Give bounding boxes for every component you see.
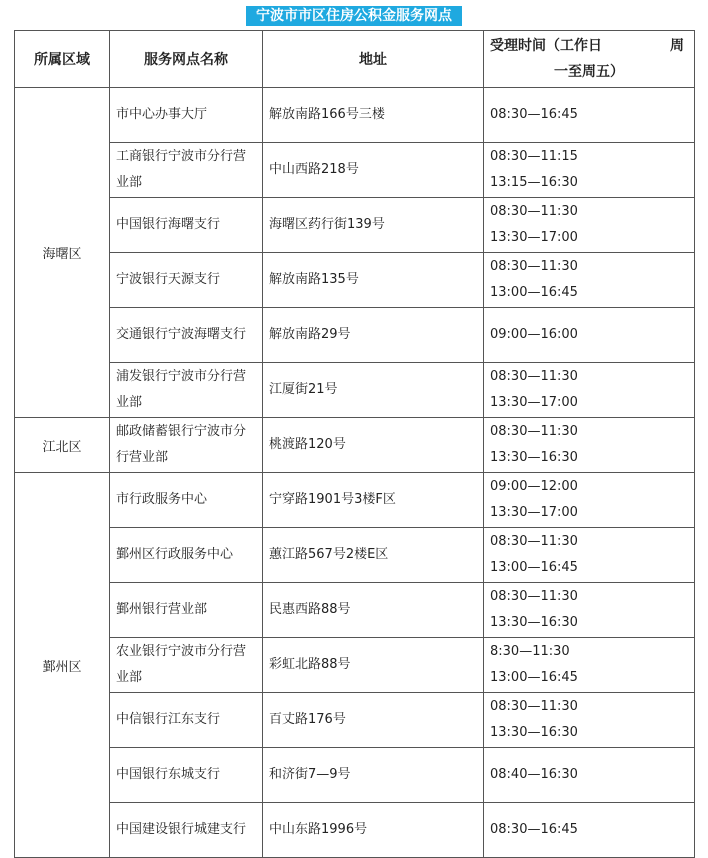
table-row bbox=[15, 308, 695, 363]
hours-line: 08:30—11:15 bbox=[490, 149, 578, 164]
hours-line: 08:40—16:30 bbox=[490, 767, 578, 782]
outlet-hours bbox=[484, 88, 695, 143]
outlet-address: 百丈路176号 bbox=[263, 693, 484, 748]
outlet-hours bbox=[484, 528, 695, 583]
outlet-hours bbox=[484, 473, 695, 528]
hours-line: 13:30—16:30 bbox=[490, 615, 578, 630]
outlet-name: 中信银行江东支行 bbox=[110, 693, 263, 748]
outlet-address: 和济街7—9号 bbox=[263, 748, 484, 803]
outlet-address: 海曙区药行街139号 bbox=[263, 198, 484, 253]
hours-line: 08:30—16:45 bbox=[490, 107, 578, 122]
header-name: 服务网点名称 bbox=[110, 31, 263, 88]
outlet-address: 解放南路29号 bbox=[263, 308, 484, 363]
hours-line: 08:30—11:30 bbox=[490, 424, 578, 439]
outlet-address: 桃渡路120号 bbox=[263, 418, 484, 473]
header-hours-part3: 一至周五） bbox=[554, 64, 624, 80]
outlet-address: 解放南路135号 bbox=[263, 253, 484, 308]
outlet-name: 市中心办事大厅 bbox=[110, 88, 263, 143]
hours-line: 13:30—17:00 bbox=[490, 505, 578, 520]
table-row bbox=[15, 253, 695, 308]
outlet-hours bbox=[484, 418, 695, 473]
hours-line: 13:00—16:45 bbox=[490, 285, 578, 300]
outlet-name: 中国建设银行城建支行 bbox=[110, 803, 263, 858]
outlet-hours bbox=[484, 363, 695, 418]
hours-line: 13:30—17:00 bbox=[490, 230, 578, 245]
hours-line: 13:00—16:45 bbox=[490, 560, 578, 575]
outlet-name: 鄞州银行营业部 bbox=[110, 583, 263, 638]
district-cell: 鄞州区 bbox=[15, 473, 110, 858]
outlet-address: 江厦街21号 bbox=[263, 363, 484, 418]
outlet-address: 中山西路218号 bbox=[263, 143, 484, 198]
outlet-hours bbox=[484, 748, 695, 803]
header-hours bbox=[484, 31, 695, 88]
hours-line: 09:00—16:00 bbox=[490, 327, 578, 342]
hours-line: 13:00—16:45 bbox=[490, 670, 578, 685]
table-row bbox=[15, 363, 695, 418]
hours-line: 13:30—17:00 bbox=[490, 395, 578, 410]
outlet-hours bbox=[484, 308, 695, 363]
outlet-name: 市行政服务中心 bbox=[110, 473, 263, 528]
table-row bbox=[15, 638, 695, 693]
header-district: 所属区域 bbox=[15, 31, 110, 88]
hours-line: 08:30—16:45 bbox=[490, 822, 578, 837]
hours-line: 08:30—11:30 bbox=[490, 369, 578, 384]
hours-line: 08:30—11:30 bbox=[490, 699, 578, 714]
outlet-name: 浦发银行宁波市分行营业部 bbox=[110, 363, 263, 418]
outlet-name: 邮政储蓄银行宁波市分行营业部 bbox=[110, 418, 263, 473]
outlet-address: 中山东路1996号 bbox=[263, 803, 484, 858]
table-row bbox=[15, 748, 695, 803]
page-title: 宁波市市区住房公积金服务网点 bbox=[246, 6, 462, 26]
outlet-hours bbox=[484, 803, 695, 858]
table-row bbox=[15, 583, 695, 638]
hours-line: 13:30—16:30 bbox=[490, 450, 578, 465]
outlet-address: 蕙江路567号2楼E区 bbox=[263, 528, 484, 583]
outlet-address: 彩虹北路88号 bbox=[263, 638, 484, 693]
header-hours-part1: 受理时间（工作日 bbox=[490, 38, 602, 54]
hours-line: 08:30—11:30 bbox=[490, 259, 578, 274]
outlet-name: 交通银行宁波海曙支行 bbox=[110, 308, 263, 363]
table-row bbox=[15, 198, 695, 253]
outlet-hours bbox=[484, 693, 695, 748]
outlet-hours bbox=[484, 253, 695, 308]
outlet-name: 鄞州区行政服务中心 bbox=[110, 528, 263, 583]
hours-line: 8:30—11:30 bbox=[490, 644, 570, 659]
table-header-row bbox=[15, 31, 695, 88]
outlet-name: 中国银行东城支行 bbox=[110, 748, 263, 803]
district-cell: 海曙区 bbox=[15, 88, 110, 418]
outlet-hours bbox=[484, 638, 695, 693]
district-cell: 江北区 bbox=[15, 418, 110, 473]
outlet-name: 宁波银行天源支行 bbox=[110, 253, 263, 308]
hours-line: 08:30—11:30 bbox=[490, 534, 578, 549]
table-row bbox=[15, 528, 695, 583]
table-row bbox=[15, 418, 695, 473]
outlet-hours bbox=[484, 583, 695, 638]
outlet-address: 解放南路166号三楼 bbox=[263, 88, 484, 143]
outlet-address: 宁穿路1901号3楼F区 bbox=[263, 473, 484, 528]
outlet-hours bbox=[484, 143, 695, 198]
table-row bbox=[15, 88, 695, 143]
table-row bbox=[15, 143, 695, 198]
header-address: 地址 bbox=[263, 31, 484, 88]
outlet-name: 中国银行海曙支行 bbox=[110, 198, 263, 253]
table-row bbox=[15, 693, 695, 748]
hours-line: 13:30—16:30 bbox=[490, 725, 578, 740]
hours-line: 08:30—11:30 bbox=[490, 589, 578, 604]
hours-line: 08:30—11:30 bbox=[490, 204, 578, 219]
outlet-hours bbox=[484, 198, 695, 253]
hours-line: 13:15—16:30 bbox=[490, 175, 578, 190]
outlet-name: 农业银行宁波市分行营业部 bbox=[110, 638, 263, 693]
outlet-name: 工商银行宁波市分行营业部 bbox=[110, 143, 263, 198]
title-bar bbox=[0, 0, 708, 30]
header-hours-part2: 周 bbox=[670, 38, 684, 54]
hours-line: 09:00—12:00 bbox=[490, 479, 578, 494]
table-row bbox=[15, 473, 695, 528]
service-outlets-table bbox=[14, 30, 695, 858]
table-row bbox=[15, 803, 695, 858]
outlet-address: 民惠西路88号 bbox=[263, 583, 484, 638]
